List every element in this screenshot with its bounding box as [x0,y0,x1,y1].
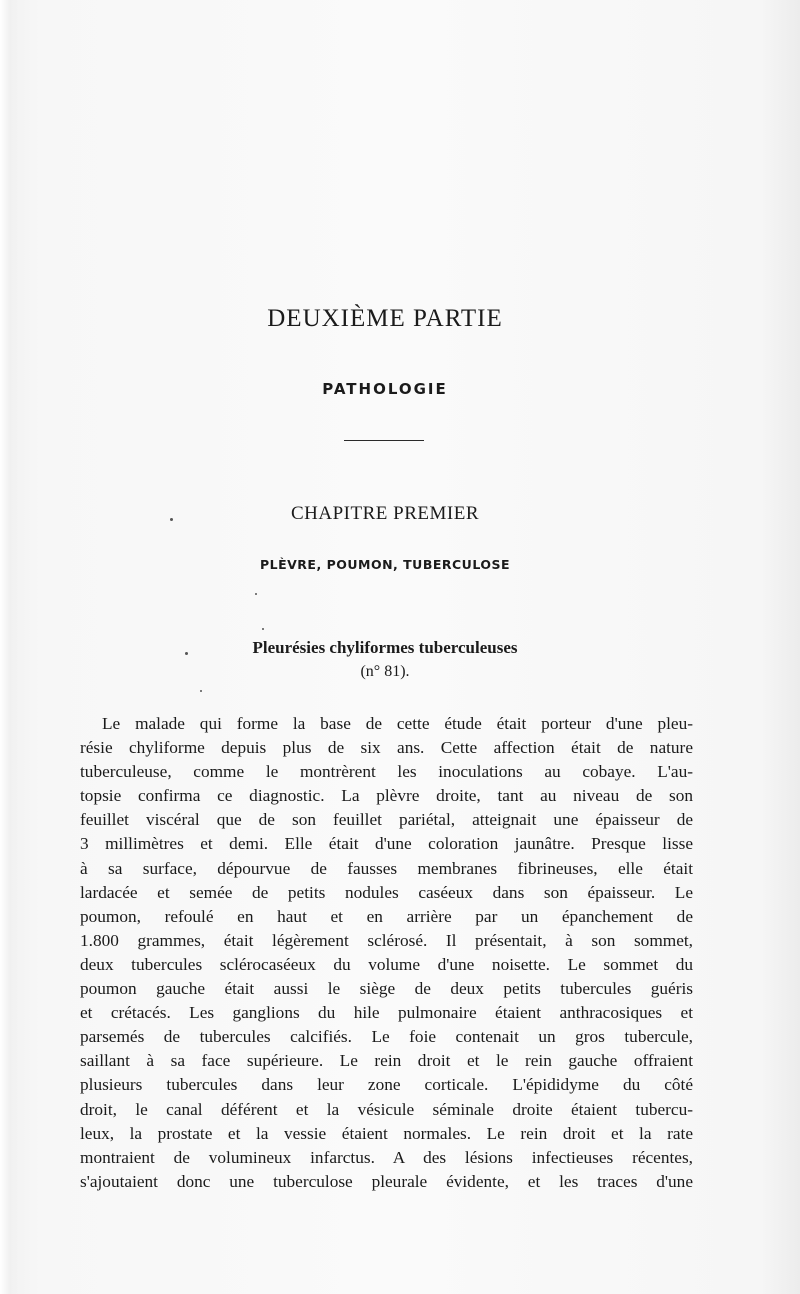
paragraph-line: s'ajoutaient donc une tuberculose pleurale évidente, et les traces d'une [80,1171,693,1191]
section-divider [344,440,424,441]
article-number: (n° 81). [360,663,410,680]
paper-speck [170,518,173,521]
section-title: PATHOLOGIE [322,380,448,398]
paragraph-line: lardacée et semée de petits nodules caséeux dans son épaisseur. Le [80,882,693,902]
paragraph-line: à sa surface, dépourvue de fausses membranes fibrineuses, elle était [80,858,693,878]
chapter-title: CHAPITRE PREMIER [291,503,479,524]
paragraph-line: tuberculeuse, comme le montrèrent les inoculations au cobaye. L'au- [80,762,693,782]
paragraph-line: deux tubercules sclérocaséeux du volume d'une noisette. Le sommet du [80,954,693,974]
body-paragraph [80,712,693,1194]
paper-speck [255,593,257,595]
paragraph-line: leux, la prostate et la vessie étaient normales. Le rein droit et la rate [80,1123,693,1143]
paragraph-line: saillant à sa face supérieure. Le rein droit et le rein gauche offraient [80,1051,693,1071]
paragraph-line: résie chyliforme depuis plus de six ans. Cette affection était de nature [80,738,693,758]
paragraph-line: et crétacés. Les ganglions du hile pulmonaire étaient anthracosiques et [80,1003,693,1023]
paper-speck [200,690,202,692]
paragraph-line: Le malade qui forme la base de cette étude était porteur d'une pleu- [102,714,693,733]
paper-speck [185,652,188,655]
paragraph-line: droit, le canal déférent et la vésicule séminale droite étaient tubercu- [80,1099,693,1119]
paragraph-line: poumon, refoulé en haut et en arrière par un épanchement de [80,906,693,926]
paragraph-line: parsemés de tubercules calcifiés. Le foie contenait un gros tubercule, [80,1027,693,1047]
paragraph-line: 3 millimètres et demi. Elle était d'une coloration jaunâtre. Presque lisse [80,834,693,854]
paragraph-line: 1.800 grammes, était légèrement sclérosé. Il présentait, à son sommet, [80,930,693,950]
paragraph-line: plusieurs tubercules dans leur zone corticale. L'épididyme du côté [80,1075,693,1095]
paragraph-line: topsie confirma ce diagnostic. La plèvre droite, tant au niveau de son [80,786,693,806]
article-title: Pleurésies chyliformes tuberculeuses [252,638,518,657]
paragraph-line: montraient de volumineux infarctus. A des lésions infectieuses récentes, [80,1147,693,1167]
paper-speck [262,628,264,630]
paragraph-line: poumon gauche était aussi le siège de deux petits tubercules guéris [80,979,693,999]
chapter-subtitle: PLÈVRE, POUMON, TUBERCULOSE [259,557,511,572]
paragraph-line: feuillet viscéral que de son feuillet pariétal, atteignait une épaisseur de [80,810,693,830]
part-title: DEUXIÈME PARTIE [267,305,503,332]
